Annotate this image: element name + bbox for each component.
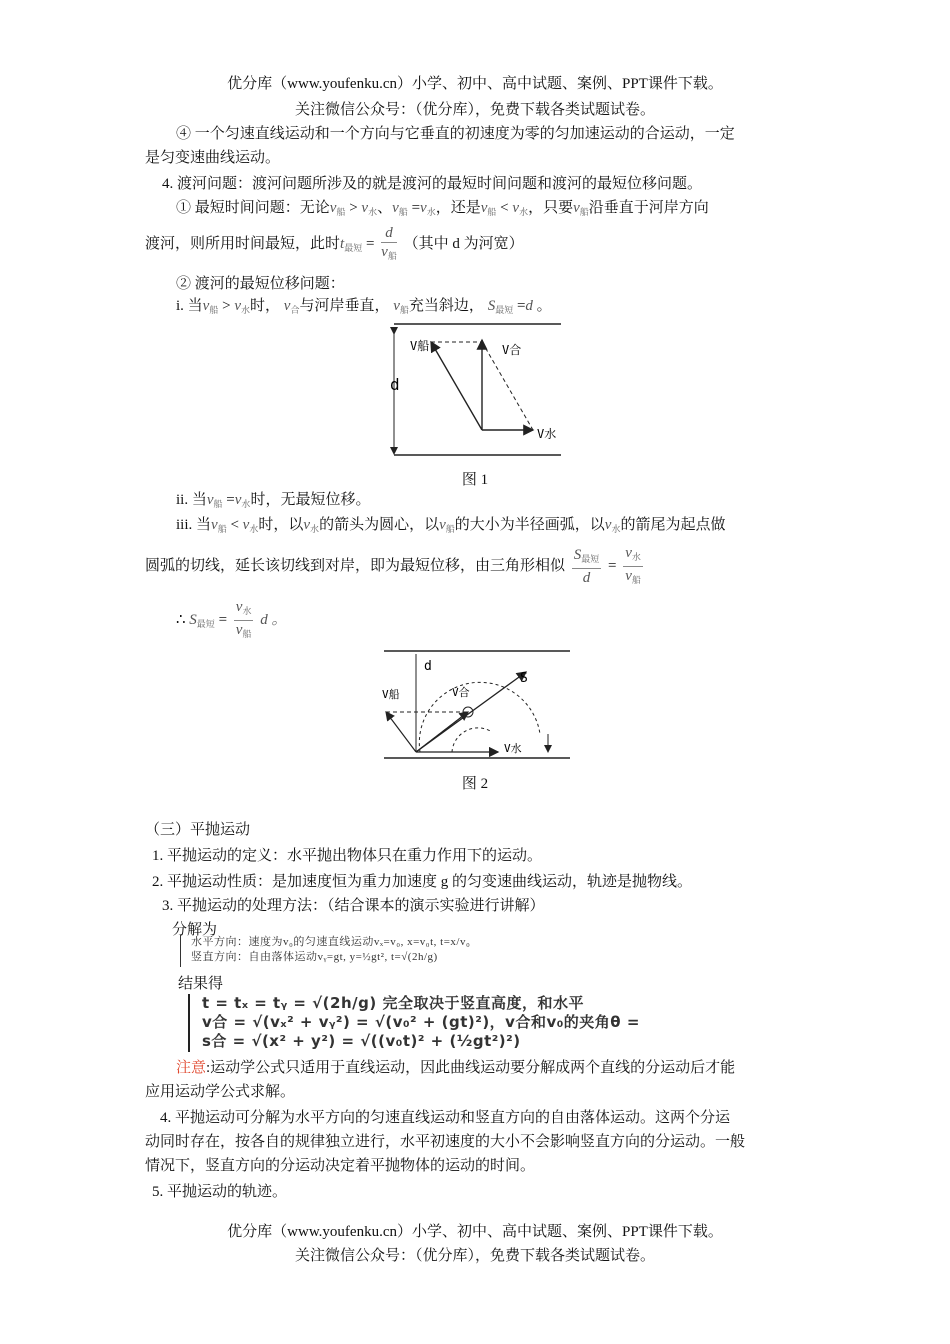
denominator — [381, 243, 397, 265]
projectile-p4-c: 情况下，竖直方向的分运动决定着平抛物体的运动的时间。 — [145, 1158, 536, 1174]
v-symbol: v — [439, 517, 446, 533]
denominator — [234, 621, 254, 643]
sub-shortest: 最短 — [196, 618, 215, 629]
s-symbol: S — [487, 298, 496, 314]
text: 时， — [250, 298, 281, 314]
v-symbol: v — [329, 200, 337, 216]
numerator-d: d — [381, 224, 397, 243]
text: 沿垂直于河岸方向 — [588, 200, 709, 216]
shortest-time-line — [176, 198, 709, 222]
text: 。 — [536, 298, 552, 314]
case-ii-line — [176, 490, 370, 514]
sub-combined: 合 — [290, 305, 300, 315]
sub-boat: 船 — [399, 305, 409, 315]
note-label: 注意 — [176, 1060, 207, 1076]
label-v-comb: V合 — [502, 343, 522, 357]
v-symbol: v — [234, 298, 241, 314]
v-symbol: v — [211, 517, 218, 533]
eq-sign: = — [411, 200, 421, 216]
s-symbol: S — [189, 611, 197, 628]
sub-boat: 船 — [398, 207, 408, 217]
t-symbol: t — [340, 235, 345, 252]
v-symbol: v — [242, 517, 250, 533]
text: ∴ — [176, 611, 186, 628]
figure-2-caption: 图 2 — [461, 776, 489, 792]
note-line-1 — [176, 1058, 735, 1078]
figure-1-caption: 图 1 — [461, 472, 489, 488]
decomp-line-2: 竖直方向：自由落体运动vᵧ=gt, y=½gt², t=√(2h/g) — [191, 951, 438, 963]
projectile-p4-a: 4. 平抛运动可分解为水平方向的匀速直线运动和竖直方向的自由落体运动。这两个分运 — [160, 1110, 731, 1126]
sub-boat: 船 — [217, 524, 227, 534]
footer-line-2: 关注微信公众号：（优分库），免费下载各类试题试卷。 — [294, 1248, 655, 1264]
result-line-3: s合 = √(x² + y²) = √((v₀t)² + (½gt²)²) — [202, 1032, 521, 1050]
note-text: :运动学公式只适用于直线运动，因此曲线运动要分解成两个直线的分运动后才能 — [206, 1060, 736, 1076]
sub-water: 水 — [426, 207, 436, 217]
figure-2-diagram — [380, 648, 574, 764]
sub-boat: 船 — [445, 524, 455, 534]
sub-water: 水 — [241, 499, 251, 509]
river-title: 4. 渡河问题：渡河问题所涉及的就是渡河的最短时间问题和渡河的最短位移问题。 — [162, 176, 703, 192]
v-symbol: v — [303, 517, 311, 533]
projectile-p5: 5. 平抛运动的轨迹。 — [152, 1184, 288, 1200]
sub-water: 水 — [310, 524, 320, 534]
text: 的箭尾为起点做 — [620, 517, 726, 533]
dashed-arc-outer — [419, 682, 540, 752]
fraction-vwater-over-vboat — [234, 598, 254, 643]
v-symbol: v — [480, 200, 488, 216]
text: （其中 d 为河宽） — [403, 235, 524, 252]
v-symbol: v — [604, 517, 612, 533]
gt-sign: > — [222, 298, 231, 314]
decomp-line-1: 水平方向：速度为v₀的匀速直线运动vₓ=v₀, x=v₀t, t=x/v₀ — [191, 936, 471, 948]
result-equations — [188, 994, 950, 1052]
v-symbol: v — [393, 298, 400, 314]
sub-water: 水 — [242, 606, 252, 616]
v-symbol: v — [420, 200, 427, 216]
shortest-displacement-title: ② 渡河的最短位移问题： — [176, 276, 345, 292]
sub-boat: 船 — [242, 629, 252, 639]
text: ii. 当 — [176, 492, 207, 508]
denominator-d: d — [582, 570, 591, 586]
text: 圆弧的切线，延长该切线到对岸，即为最短位移，由三角形相似 — [145, 557, 566, 574]
text: d 。 — [260, 611, 287, 628]
result-line-2: v合 = √(vₓ² + vᵧ²) = √(v₀² + (gt)²)，v合和v₀的夹角θ = — [202, 1013, 640, 1031]
text: 与河岸垂直， — [299, 298, 390, 314]
text: ，还是 — [435, 200, 481, 216]
gt-sign: > — [349, 200, 358, 216]
sub-shortest: 最短 — [495, 305, 514, 315]
decomposition-equations — [180, 935, 751, 967]
projectile-p3: 3. 平抛运动的处理方法：（结合课本的演示实验进行讲解） — [162, 898, 545, 914]
v-boat-arrow — [431, 342, 482, 430]
sub-shortest: 最短 — [344, 242, 363, 253]
label-v-boat: V船 — [382, 688, 400, 701]
v-symbol: v — [206, 492, 214, 508]
projectile-p4-b: 动同时存在，按各自的规律独立进行，水平初速度的大小不会影响竖直方向的分运动。一般 — [145, 1134, 746, 1150]
eq-sign: = — [218, 611, 228, 628]
text: 渡河，则所用时间最短，此时 — [145, 235, 341, 252]
v-symbol: v — [202, 298, 210, 314]
v-symbol: v — [573, 200, 580, 216]
footer-line-1: 优分库（www.youfenku.cn）小学、初中、高中试题、案例、PPT课件下载。 — [227, 1224, 723, 1240]
sub-boat: 船 — [213, 499, 223, 509]
eq-sign: = — [365, 235, 375, 252]
label-v-comb: V合 — [452, 686, 470, 699]
label-d: d — [390, 375, 400, 394]
sub-boat: 船 — [336, 207, 346, 217]
text: 的大小为半径画弧，以 — [454, 517, 605, 533]
v-symbol: v — [625, 545, 632, 561]
therefore-line — [176, 598, 286, 644]
v-symbol: v — [392, 200, 399, 216]
label-s: S — [520, 671, 528, 686]
header-line-1: 优分库（www.youfenku.cn）小学、初中、高中试题、案例、PPT课件下载。 — [227, 76, 723, 92]
sub-water: 水 — [241, 305, 251, 315]
sub-water: 水 — [611, 524, 621, 534]
lt-sign: < — [500, 200, 509, 216]
v-symbol: v — [512, 200, 520, 216]
text: ① 最短时间问题：无论 — [176, 200, 330, 216]
text: i. 当 — [176, 298, 203, 314]
case-i-line — [176, 296, 552, 320]
v-boat-arrow — [386, 712, 416, 752]
projectile-p1: 1. 平抛运动的定义：水平抛出物体只在重力作用下的运动。 — [152, 848, 543, 864]
v-symbol: v — [234, 492, 242, 508]
sub-water: 水 — [249, 524, 259, 534]
text: iii. 当 — [176, 517, 212, 533]
v-symbol: v — [235, 622, 243, 638]
sub-boat: 船 — [631, 575, 641, 585]
v-symbol: v — [235, 599, 243, 615]
text: ，只要 — [528, 200, 574, 216]
dashed-arc-inner — [452, 728, 492, 752]
projectile-p2: 2. 平抛运动性质：是加速度恒为重力加速度 g 的匀变速曲线运动，轨迹是抛物线。 — [152, 874, 693, 890]
fraction-s-over-d — [572, 546, 602, 587]
label-v-boat: V船 — [410, 339, 430, 353]
fraction-vwater-over-vboat — [623, 544, 643, 589]
result-line-1: t = tₓ = tᵧ = √(2h/g) 完全取决于竖直高度，和水平 — [202, 994, 584, 1012]
case-iii-line-2 — [145, 544, 646, 589]
v-symbol: v — [283, 298, 291, 314]
paragraph-item-4b: 是匀变速曲线运动。 — [145, 150, 281, 166]
eq-sign: = — [608, 557, 617, 574]
sub-boat: 船 — [209, 305, 219, 315]
note-line-2: 应用运动学公式求解。 — [145, 1084, 296, 1100]
v-symbol: v — [381, 244, 388, 260]
text: 时，以 — [258, 517, 304, 533]
comma: 、 — [377, 200, 393, 216]
label-d: d — [424, 659, 432, 674]
numerator — [623, 544, 643, 567]
paragraph-item-4a: ④ 一个匀速直线运动和一个方向与它垂直的初速度为零的匀加速运动的合运动，一定 — [176, 126, 735, 142]
numerator — [572, 546, 602, 569]
shortest-time-line-2 — [145, 224, 524, 266]
sub-water: 水 — [368, 207, 378, 217]
v-symbol: v — [361, 200, 369, 216]
header-line-2: 关注微信公众号：（优分库），免费下载各类试题试卷。 — [294, 102, 655, 118]
sub-boat: 船 — [387, 251, 397, 261]
label-v-water: V水 — [537, 427, 557, 441]
case-iii-line — [176, 515, 725, 539]
sub-water: 水 — [519, 207, 529, 217]
fraction-d-over-vboat — [381, 224, 397, 265]
text: 时，无最短位移。 — [250, 492, 371, 508]
s-symbol: S — [573, 547, 582, 563]
decomp-label: 分解为 — [172, 922, 218, 938]
v-symbol: v — [625, 568, 632, 584]
text: 充当斜边， — [408, 298, 484, 314]
d-symbol: d — [525, 298, 533, 314]
text: 的箭头为圆心，以 — [319, 517, 440, 533]
sub-boat: 船 — [487, 207, 497, 217]
sub-water: 水 — [631, 552, 641, 562]
sub-shortest: 最短 — [581, 554, 600, 564]
result-label: 结果得 — [178, 976, 224, 992]
figure-1-diagram — [376, 322, 566, 462]
section-title-projectile: （三）平抛运动 — [145, 822, 251, 838]
denominator — [623, 567, 643, 589]
numerator — [234, 598, 254, 621]
sub-boat: 船 — [579, 207, 589, 217]
eq-sign: = — [516, 298, 526, 314]
eq-sign: = — [226, 492, 235, 508]
label-v-water: V水 — [504, 742, 522, 755]
lt-sign: < — [230, 517, 239, 533]
